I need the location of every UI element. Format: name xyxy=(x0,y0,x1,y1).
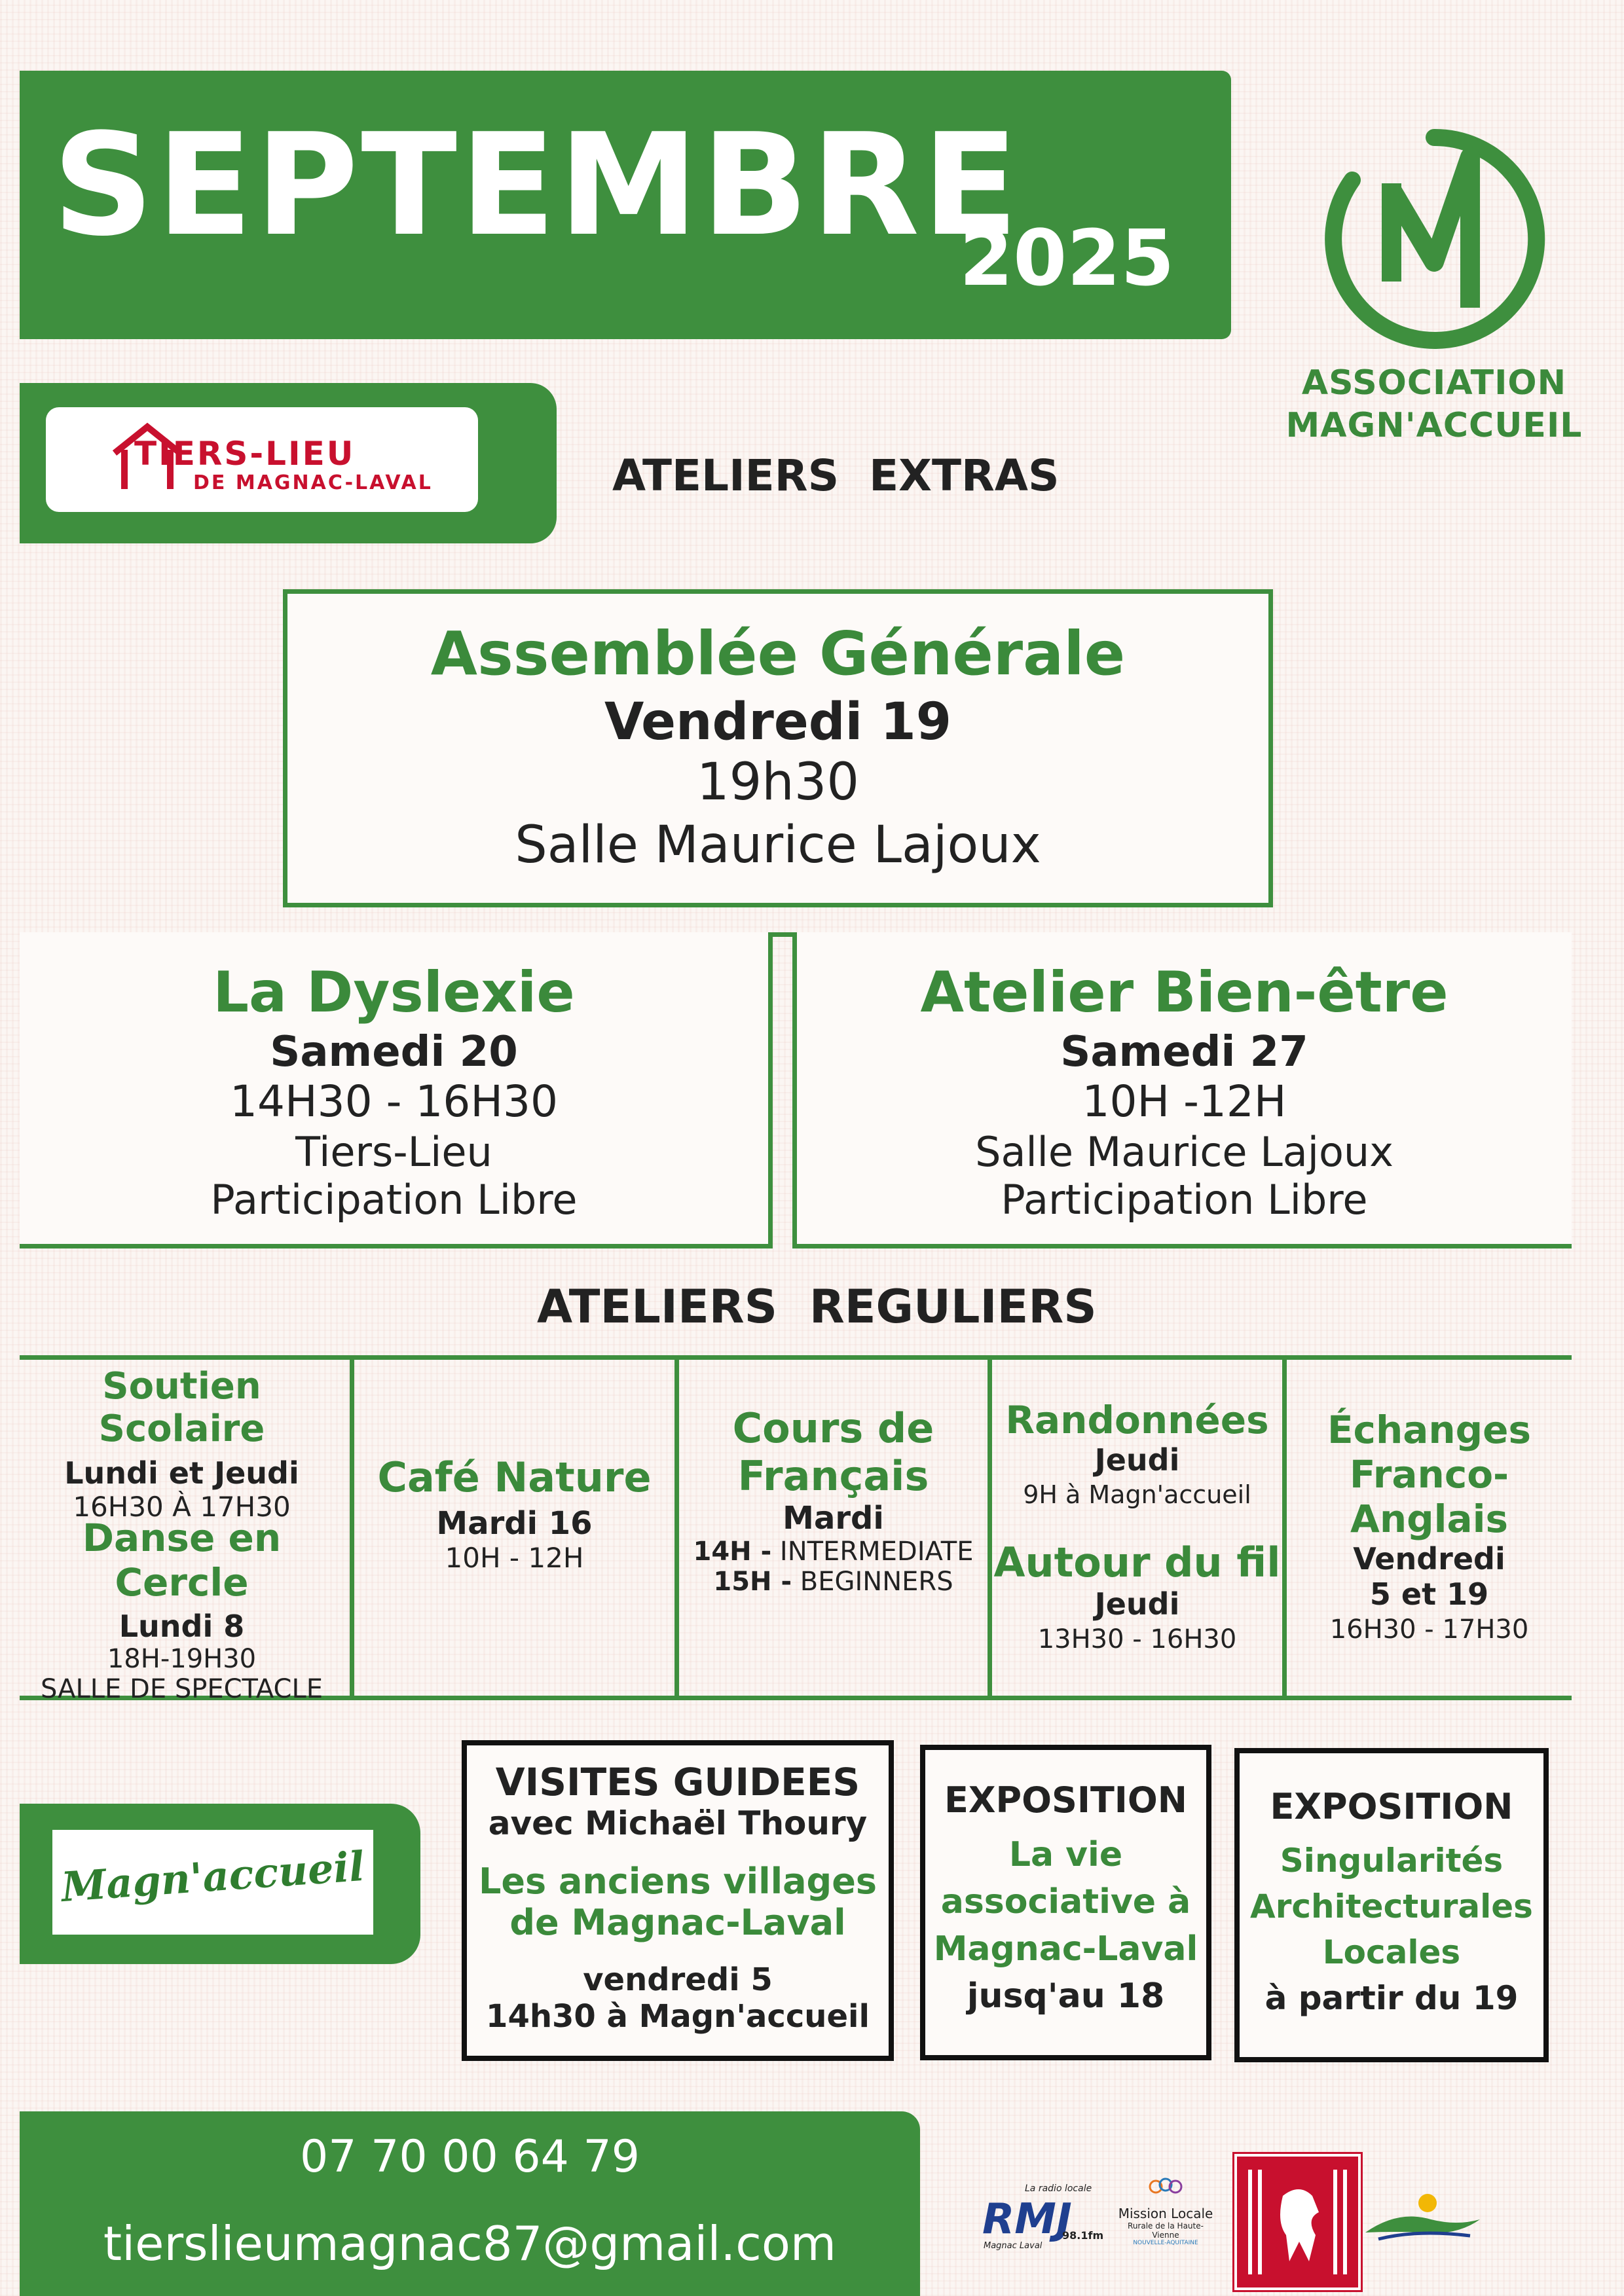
dyslexie-box xyxy=(20,932,773,1248)
lion-icon xyxy=(1237,2157,1358,2287)
cours-line-1 xyxy=(679,1537,987,1567)
echanges-title-2: Franco- xyxy=(1349,1452,1509,1497)
expo2-title: EXPOSITION xyxy=(1270,1786,1513,1827)
assemblee-day: Vendredi 19 xyxy=(604,693,951,752)
visites-box xyxy=(462,1740,894,2061)
danse-day: Lundi 8 xyxy=(119,1609,245,1644)
mission-locale-region: Rurale de la Haute-Vienne xyxy=(1128,2221,1204,2240)
contact-email: tierslieumagnac87@gmail.com xyxy=(103,2216,837,2271)
expo2-line-2: Architecturales xyxy=(1250,1887,1533,1925)
expo1-line-2: associative à xyxy=(940,1882,1191,1922)
rmj-frequency: 98.1fm xyxy=(1062,2229,1104,2242)
expo1-box xyxy=(920,1745,1211,2060)
cours-title-2: Français xyxy=(737,1452,929,1500)
fil-block xyxy=(992,1539,1282,1654)
association-name-1: ASSOCIATION xyxy=(1301,363,1567,403)
reguliers-heading: ATELIERS REGULIERS xyxy=(537,1280,1097,1334)
fil-title: Autour du fil xyxy=(993,1539,1281,1586)
cafe-day: Mardi 16 xyxy=(436,1505,593,1542)
header-month: SEPTEMBRE xyxy=(52,103,1022,267)
mission-locale-area: NOUVELLE-AQUITAINE xyxy=(1133,2240,1198,2246)
rmj-name: RMJ xyxy=(982,2195,1072,2244)
cours-line-1-time: 14H - xyxy=(693,1537,772,1567)
cours-line-2-level: BEGINNERS xyxy=(800,1567,953,1597)
association-name-2: MAGN'ACCUEIL xyxy=(1285,406,1583,445)
danse-block xyxy=(13,1516,350,1704)
visites-day: vendredi 5 xyxy=(583,1961,773,1998)
expo1-title: EXPOSITION xyxy=(944,1779,1187,1821)
rmj-logo xyxy=(976,2183,1104,2255)
echanges-title-1: Échanges xyxy=(1327,1408,1532,1452)
reguliers-divider-2 xyxy=(674,1355,679,1696)
mission-locale-name: Mission Locale xyxy=(1118,2206,1213,2221)
soutien-title: Soutien Scolaire xyxy=(98,1365,265,1450)
cafe-title: Café Nature xyxy=(377,1453,652,1501)
expo2-box xyxy=(1234,1748,1549,2062)
expo1-until: jusq'au 18 xyxy=(967,1977,1165,2016)
echanges-day: Vendredi xyxy=(1353,1541,1505,1576)
visites-title: VISITES GUIDEES xyxy=(495,1760,860,1804)
cafe-block xyxy=(354,1453,674,1574)
rando-title: Randonnées xyxy=(1005,1398,1269,1442)
rmj-subtitle: Magnac Laval xyxy=(984,2241,1043,2251)
dyslexie-place: Tiers-Lieu xyxy=(295,1128,492,1176)
rando-detail: 9H à Magn'accueil xyxy=(1023,1480,1251,1509)
soutien-block xyxy=(13,1365,350,1523)
rando-day: Jeudi xyxy=(1094,1442,1180,1478)
expo2-line-3: Locales xyxy=(1322,1933,1461,1971)
cafe-time: 10H - 12H xyxy=(445,1542,584,1574)
visites-time: 14h30 à Magn'accueil xyxy=(486,1998,870,2035)
reguliers-divider-1 xyxy=(350,1355,354,1696)
bienetre-price: Participation Libre xyxy=(1001,1176,1368,1224)
echanges-title-3: Anglais xyxy=(1350,1497,1509,1541)
magnaccueil-logo-text: Magn'accueil xyxy=(60,1842,366,1912)
echanges-block xyxy=(1287,1408,1572,1645)
magnaccueil-logo xyxy=(52,1830,373,1935)
visites-with: avec Michaël Thoury xyxy=(488,1804,868,1842)
bienetre-box xyxy=(792,932,1572,1248)
expo1-line-3: Magnac-Laval xyxy=(933,1929,1198,1969)
assemblee-title: Assemblée Générale xyxy=(430,619,1126,689)
expo2-from: à partir du 19 xyxy=(1264,1979,1519,2017)
fil-day: Jeudi xyxy=(1094,1586,1180,1622)
dyslexie-day: Samedi 20 xyxy=(270,1028,518,1076)
assemblee-place: Salle Maurice Lajoux xyxy=(515,816,1041,875)
rmj-tagline: La radio locale xyxy=(1025,2183,1092,2194)
fil-time: 13H30 - 16H30 xyxy=(1037,1624,1237,1654)
tierslieu-logo-line2: DE MAGNAC-LAVAL xyxy=(193,471,433,494)
danse-place: SALLE DE SPECTACLE xyxy=(40,1674,323,1704)
tierslieu-logo-line1: TIERS-LIEU xyxy=(134,435,356,473)
cours-day: Mardi xyxy=(783,1500,884,1537)
tierslieu-logo xyxy=(46,407,478,512)
extras-heading: ATELIERS EXTRAS xyxy=(612,450,1060,501)
visites-subject-2: de Magnac-Laval xyxy=(509,1902,846,1943)
region-lion-logo xyxy=(1234,2154,1361,2290)
cours-line-2-time: 15H - xyxy=(713,1567,792,1597)
bienetre-place: Salle Maurice Lajoux xyxy=(975,1128,1393,1176)
partner-bird-logo xyxy=(1359,2180,1483,2265)
association-logo xyxy=(1313,118,1555,360)
cours-block xyxy=(679,1404,987,1597)
bienetre-day: Samedi 27 xyxy=(1060,1028,1308,1076)
cours-title-1: Cours de xyxy=(732,1404,934,1452)
contact-phone: 07 70 00 64 79 xyxy=(299,2131,640,2183)
bienetre-time: 10H -12H xyxy=(1082,1076,1287,1127)
danse-title: Danse en Cercle xyxy=(82,1516,282,1605)
people-icon xyxy=(1146,2177,1185,2203)
header-year: 2025 xyxy=(959,213,1175,303)
reguliers-divider-4 xyxy=(1282,1355,1287,1696)
bird-icon xyxy=(1359,2180,1483,2265)
mission-locale-logo xyxy=(1116,2177,1215,2262)
reguliers-divider-3 xyxy=(987,1355,992,1696)
reguliers-rule-top xyxy=(20,1355,1572,1360)
echanges-time: 16H30 - 17H30 xyxy=(1329,1614,1529,1645)
cours-line-1-level: INTERMEDIATE xyxy=(779,1537,974,1567)
dyslexie-title: La Dyslexie xyxy=(213,960,575,1025)
danse-time: 18H-19H30 xyxy=(107,1644,257,1674)
dyslexie-time: 14H30 - 16H30 xyxy=(230,1076,558,1127)
assemblee-time: 19h30 xyxy=(697,753,859,812)
assemblee-box xyxy=(283,589,1273,907)
expo1-line-1: La vie xyxy=(1008,1835,1123,1874)
echanges-dates: 5 et 19 xyxy=(1369,1576,1489,1612)
m-logo-icon xyxy=(1313,118,1555,360)
visites-subject-1: Les anciens villages xyxy=(479,1861,877,1902)
rando-block xyxy=(992,1398,1282,1509)
soutien-time: 16H30 À 17H30 xyxy=(73,1491,291,1523)
soutien-days: Lundi et Jeudi xyxy=(64,1455,299,1491)
expo2-line-1: Singularités xyxy=(1280,1842,1504,1880)
bienetre-title: Atelier Bien-être xyxy=(920,960,1449,1025)
cours-line-2 xyxy=(679,1567,987,1597)
dyslexie-price: Participation Libre xyxy=(210,1176,578,1224)
